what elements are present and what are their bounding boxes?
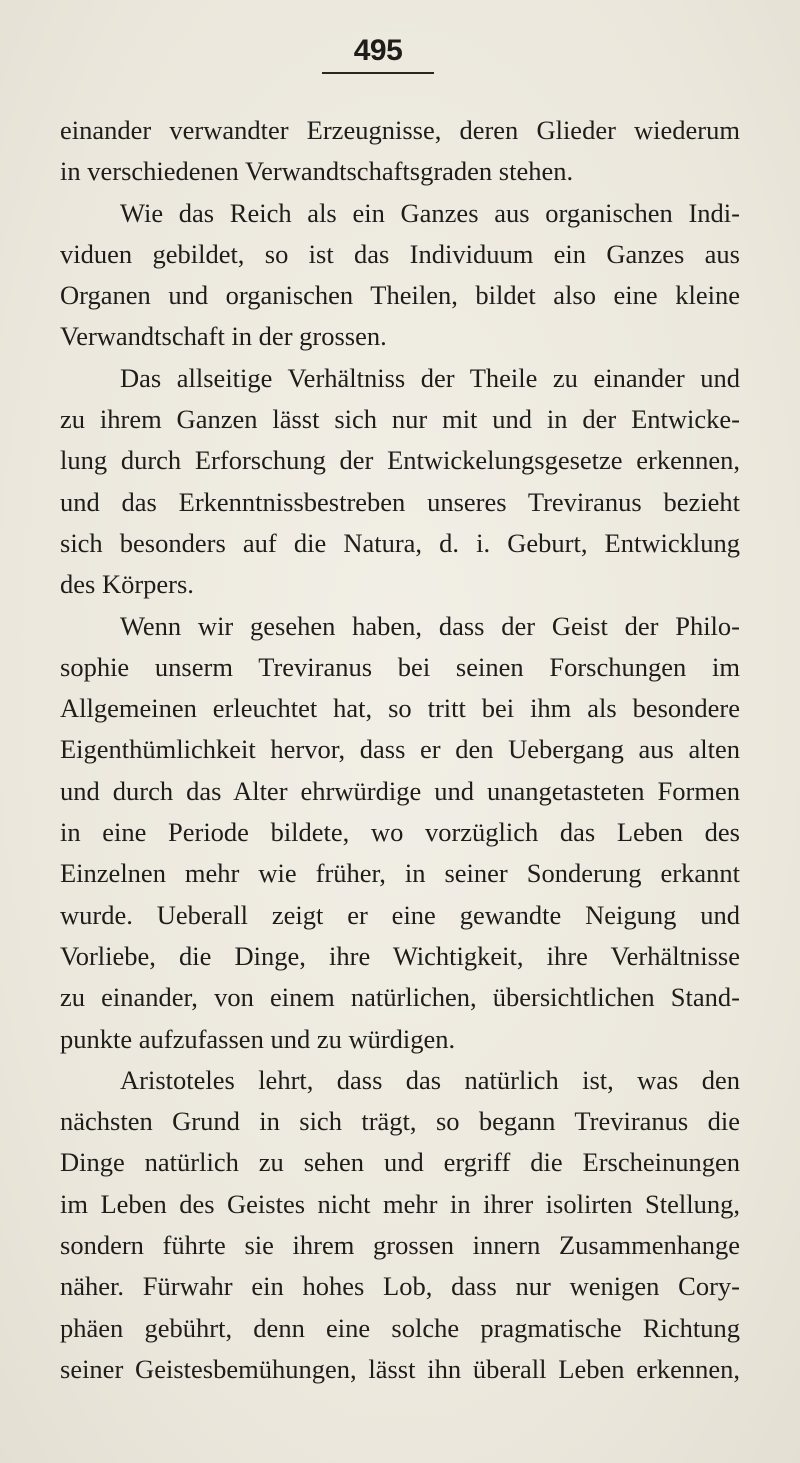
text-line: Wenn wir gesehen haben, dass der Geist der Philo-	[120, 610, 740, 641]
text-line: Dinge natürlich zu sehen und ergriff die Erscheinungen	[60, 1147, 740, 1178]
text-line: einander verwandter Erzeugnisse, deren Glieder wiederum	[60, 115, 740, 145]
text-line: und durch das Alter ehrwürdige und unangetasteten Formen	[60, 775, 740, 806]
text-line: sich besonders auf die Natura, d. i. Geburt, Entwicklung	[60, 527, 740, 558]
text-line: in verschiedenen Verwandtschaftsgraden stehen.	[60, 156, 574, 187]
body-text	[60, 110, 740, 1390]
text-line: Organen und organischen Theilen, bildet also eine kleine	[60, 280, 740, 311]
text-line: viduen gebildet, so ist das Individuum ein Ganzes aus	[60, 238, 740, 269]
text-line: Das allseitige Verhältniss der Theile zu einander und	[120, 362, 740, 393]
header-rule	[322, 72, 434, 74]
text-line: Vorliebe, die Dinge, ihre Wichtigkeit, ihre Verhältnisse	[60, 940, 740, 971]
text-line: phäen gebührt, denn eine solche pragmatische Richtung	[60, 1312, 740, 1343]
text-line: Einzelnen mehr wie früher, in seiner Sonderung erkannt	[60, 858, 740, 889]
text-line: seiner Geistesbemühungen, lässt ihn überall Leben erkennen,	[60, 1353, 740, 1384]
text-line: zu einander, von einem natürlichen, übersichtlichen Stand-	[60, 982, 740, 1013]
text-line: näher. Fürwahr ein hohes Lob, dass nur wenigen Cory-	[60, 1271, 740, 1302]
text-line: Eigenthümlichkeit hervor, dass er den Uebergang aus alten	[60, 734, 740, 765]
text-line: Wie das Reich als ein Ganzes aus organischen Indi-	[120, 197, 740, 228]
text-line: Allgemeinen erleuchtet hat, so tritt bei ihm als besondere	[60, 693, 740, 724]
text-line: sondern führte sie ihrem grossen innern Zusammenhange	[60, 1230, 740, 1261]
text-line: des Körpers.	[60, 569, 194, 600]
text-line: wurde. Ueberall zeigt er eine gewandte Neigung und	[60, 899, 740, 930]
text-line: nächsten Grund in sich trägt, so begann Treviranus die	[60, 1106, 740, 1137]
text-line: in eine Periode bildete, wo vorzüglich das Leben des	[60, 817, 740, 848]
page-number: 495	[353, 34, 403, 67]
text-line: zu ihrem Ganzen lässt sich nur mit und in der Entwicke-	[60, 404, 740, 435]
text-line: im Leben des Geistes nicht mehr in ihrer isolirten Stellung,	[60, 1188, 740, 1219]
text-line: Aristoteles lehrt, dass das natürlich ist, was den	[120, 1064, 740, 1095]
text-line: Verwandtschaft in der grossen.	[60, 321, 387, 352]
text-line: und das Erkenntnissbestreben unseres Treviranus bezieht	[60, 486, 740, 517]
text-line: punkte aufzufassen und zu würdigen.	[60, 1023, 456, 1054]
text-line: sophie unserm Treviranus bei seinen Forschungen im	[60, 651, 740, 682]
text-line: lung durch Erforschung der Entwickelungsgesetze erkennen,	[60, 445, 740, 476]
page-header	[322, 34, 434, 68]
